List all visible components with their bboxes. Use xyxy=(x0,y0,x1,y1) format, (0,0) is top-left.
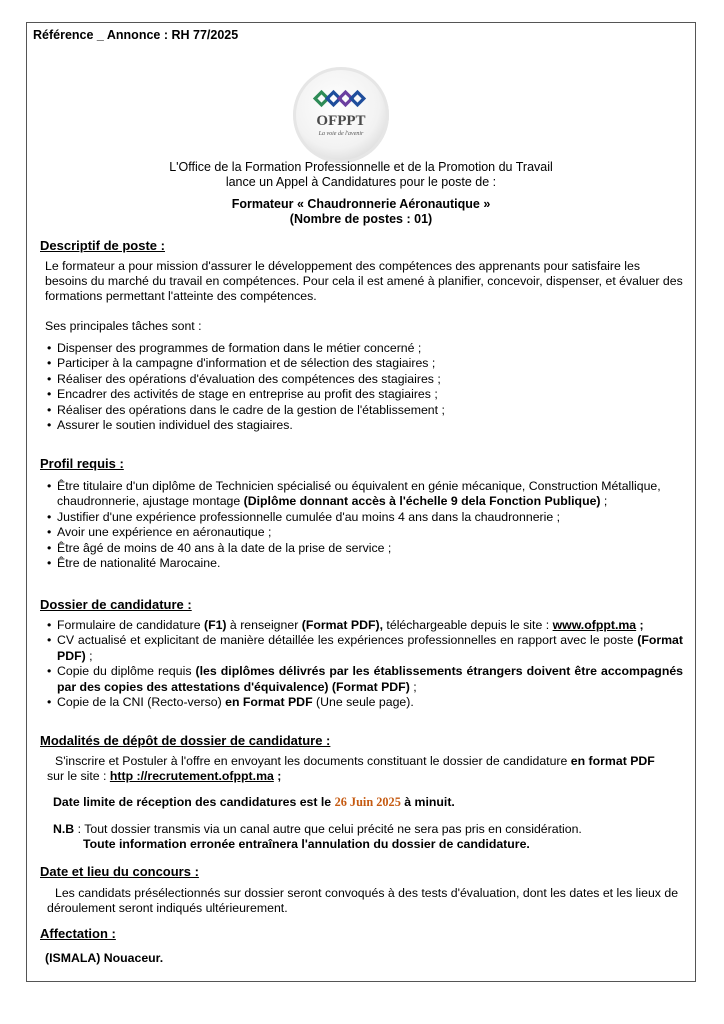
list-item: • Être de nationalité Marocaine. xyxy=(47,556,221,571)
post-title: Formateur « Chaudronnerie Aéronautique » xyxy=(231,197,491,211)
section-heading-dossier: Dossier de candidature : xyxy=(40,597,192,612)
post-count: (Nombre de postes : 01) xyxy=(289,212,433,226)
dossier-list xyxy=(47,618,683,710)
list-item: • Réaliser des opérations d'évaluation des compétences des stagiaires ; xyxy=(47,371,441,386)
list-item: • Justifier d'une expérience professionnelle cumulée d'au moins 4 ans dans la chaudronnerie ; xyxy=(47,509,561,524)
ofppt-site-link[interactable]: www.ofppt.ma xyxy=(552,618,637,632)
intro-line-2: lance un Appel à Candidatures pour le poste de : xyxy=(225,175,497,189)
bullet-icon: • xyxy=(47,525,52,540)
bullet-icon: • xyxy=(47,402,52,417)
list-item: • CV actualisé et explicitant de manière détaillée les expériences professionnelles en rapport avec le poste (Format PDF) ; xyxy=(47,633,683,663)
list-item: • Encadrer des activités de stage en entreprise au profit des stagiaires ; xyxy=(47,387,438,402)
bullet-icon: • xyxy=(47,341,52,355)
bullet-icon: • xyxy=(47,556,52,571)
list-item: • Être âgé de moins de 40 ans à la date de la prise de service ; xyxy=(47,540,392,555)
nb-warning: Toute information erronée entraînera l'annulation du dossier de candidature. xyxy=(83,837,530,851)
bullet-icon: • xyxy=(47,356,52,371)
bullet-icon: • xyxy=(47,540,52,555)
deadline-line: Date limite de réception des candidatures est le 26 Juin 2025 à minuit. xyxy=(53,795,455,809)
bullet-icon: • xyxy=(47,618,52,632)
list-item: • Copie du diplôme requis (les diplômes délivrés par les établissements étrangers doivent être accompagnés par des copies des attestations d'équivalence) (Format PDF) ; xyxy=(47,664,684,694)
list-item: • Avoir une expérience en aéronautique ; xyxy=(47,525,272,540)
descriptif-paragraph: Le formateur a pour mission d'assurer le développement des compétences des apprenants pour satisfaire les besoins du marché du travail en compétences. Pour cela il est amené à planifier, concevoir, dispenser, et évaluer des formations permettant l'atteinte des compétences. xyxy=(45,259,683,304)
bullet-icon: • xyxy=(47,664,52,679)
tasks-intro: Ses principales tâches sont : xyxy=(45,319,202,333)
deadline-date: 26 Juin 2025 xyxy=(334,795,401,809)
affectation-value: (ISMALA) Nouaceur. xyxy=(45,951,164,965)
list-item: • Formulaire de candidature (F1) à renseigner (Format PDF), téléchargeable depuis le site : www.ofppt.ma ; xyxy=(47,618,644,632)
section-heading-modalites: Modalités de dépôt de dossier de candidature : xyxy=(40,733,331,748)
tasks-list xyxy=(47,341,683,433)
list-item: • Assurer le soutien individuel des stagiaires. xyxy=(47,418,293,433)
bullet-icon: • xyxy=(47,695,52,710)
list-item: • Dispenser des programmes de formation dans le métier concerné ; xyxy=(47,341,422,355)
profil-list xyxy=(47,479,683,571)
section-heading-concours: Date et lieu du concours : xyxy=(40,864,199,879)
bullet-icon: • xyxy=(47,418,52,433)
ofppt-logo-icon xyxy=(293,67,389,163)
bullet-icon: • xyxy=(47,479,52,493)
document-frame xyxy=(26,22,696,982)
ofppt-logo xyxy=(293,67,389,163)
section-heading-affectation: Affectation : xyxy=(40,926,116,941)
modalites-line-2: sur le site : http ://recrutement.ofppt.ma ; xyxy=(47,769,282,783)
svg-text:La voie de l'avenir: La voie de l'avenir xyxy=(318,131,364,137)
section-heading-profil: Profil requis : xyxy=(40,456,124,471)
bullet-icon: • xyxy=(47,387,52,402)
bullet-icon: • xyxy=(47,371,52,386)
nb-line: N.B : Tout dossier transmis via un canal autre que celui précité ne sera pas pris en considération. xyxy=(53,822,582,836)
concours-paragraph: Les candidats présélectionnés sur dossier seront convoqués à des tests d'évaluation, dont les dates et les lieux de déroulement seront indiqués ultérieurement. xyxy=(47,886,679,916)
list-item: • Réaliser des opérations dans le cadre de la gestion de l'établissement ; xyxy=(47,402,445,417)
bullet-icon: • xyxy=(47,509,52,524)
list-item: • Être titulaire d'un diplôme de Technicien spécialisé ou équivalent en génie mécanique, Construction Métallique, chaudronnerie, ajustage montage (Diplôme donnant accès à l'échelle 9 dela Fonction Publique) ; xyxy=(47,479,661,509)
recrutement-site-link[interactable]: http ://recrutement.ofppt.ma xyxy=(109,769,274,783)
list-item: • Copie de la CNI (Recto-verso) en Format PDF (Une seule page). xyxy=(47,695,414,710)
bullet-icon: • xyxy=(47,633,52,648)
list-item: • Participer à la campagne d'information et de sélection des stagiaires ; xyxy=(47,356,436,371)
intro-line-1: L'Office de la Formation Professionnelle et de la Promotion du Travail xyxy=(169,160,553,174)
svg-text:OFPPT: OFPPT xyxy=(316,113,366,129)
reference-line: Référence _ Annonce : RH 77/2025 xyxy=(33,28,239,42)
section-heading-descriptif: Descriptif de poste : xyxy=(40,238,165,253)
modalites-line-1: S'inscrire et Postuler à l'offre en envoyant les documents constituant le dossier de candidature en format PDF xyxy=(55,754,655,768)
